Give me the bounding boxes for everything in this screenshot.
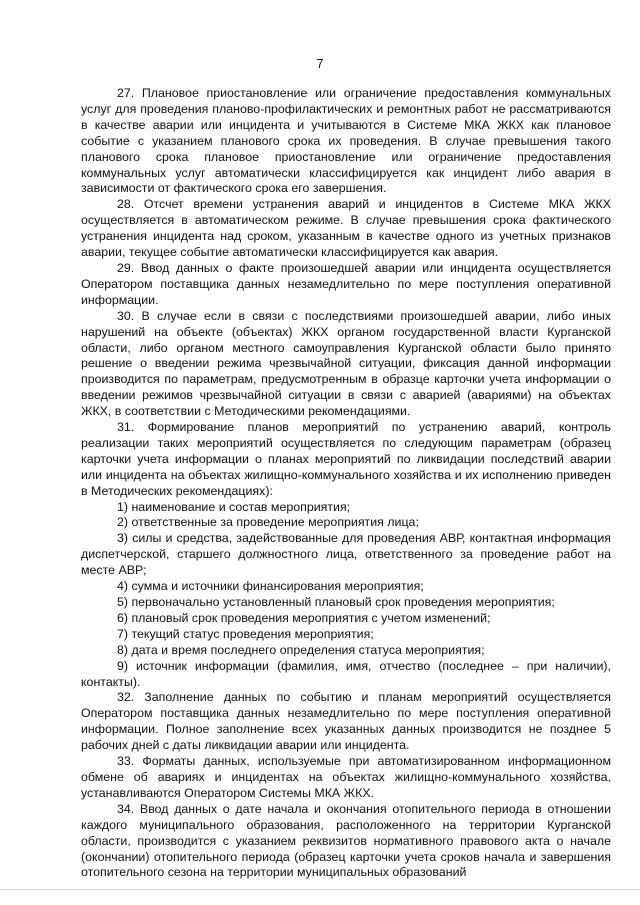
document-body: [81, 86, 611, 881]
list-item: 7) текущий статус проведения мероприятия;: [117, 626, 374, 641]
list-item: 6) плановый срок проведения мероприятия с учетом изменений;: [117, 610, 491, 625]
paragraph-33: 33. Форматы данных, используемые при автоматизированном информационном обмене об авариях и инцидентах на объектах жилищно-коммунального хозяйства, устанавливаются Оператором Системы МКА ЖКХ.: [81, 754, 611, 800]
list-item: 5) первоначально установленный плановый срок проведения мероприятия;: [117, 595, 555, 609]
paragraph-27: 27. Плановое приостановление или ограничение предоставления коммунальных услуг для проведения планово-профилактических и ремонтных работ не рассматриваются в качестве аварии или инцидента и учитываются в Системе МКА ЖКХ как плановое событие с указанием планового срока их проведения. В случае превышения такого планового срока плановое приостановление или ограничение предоставления коммунальных услуг автоматически классифицируется как инцидент либо авария в зависимости от фактического срока его завершения.: [81, 86, 611, 196]
scan-edge-line: [0, 889, 640, 890]
list-item: 4) сумма и источники финансирования мероприятия;: [117, 579, 424, 594]
paragraph-30: 30. В случае если в связи с последствиями произошедшей аварии, либо иных нарушений на объекте (объектах) ЖКХ органом государственной власти Курганской области, либо органом местного самоуправления Курганской области было принято решение о введении режима чрезвычайной ситуации, фиксация данной информации производится по параметрам, предусмотренным в образце карточки учета информации о введении режимов чрезвычайной ситуации в связи с аварией (авариями) на объектах ЖКХ, в соответствии с Методическими рекомендациями.: [81, 308, 611, 419]
list-item: 8) дата и время последнего определения статуса мероприятия;: [117, 642, 485, 657]
list-item: 1) наименование и состав мероприятия;: [117, 499, 351, 514]
paragraph-32: 32. Заполнение данных по событию и планам мероприятий осуществляется Оператором поставщика данных незамедлительно по мере поступления оперативной информации. Полное заполнение всех указанных данных производится не позднее 5 рабочих дней с даты ликвидации аварии или инцидента.: [81, 690, 611, 753]
paragraph-31: 31. Формирование планов мероприятий по устранению аварий, контроль реализации таких мероприятий осуществляется по следующим параметрам (образец карточки учета информации о планах мероприятий по ликвидации последствий аварии или инцидента на объектах жилищно-коммунального хозяйства и их исполнению приведен в Методических рекомендациях):: [81, 420, 611, 498]
paragraph-34: 34. Ввод данных о дате начала и окончания отопительного периода в отношении каждого муниципального образования, расположенного на территории Курганской области, производится с указанием реквизитов нормативного правового акта о начале (окончании) отопительного периода (образец карточки учета сроков начала и завершения отопительного сезона на территории муниципальных образований: [81, 801, 611, 880]
page-number: 7: [316, 57, 324, 71]
list-item: 3) силы и средства, задействованные для проведения АВР, контактная информация диспетчерской, старшего должностного лица, ответственного за проведение работ на месте АВР;: [81, 531, 611, 578]
paragraph-28: 28. Отсчет времени устранения аварий и инцидентов в Системе МКА ЖКХ осуществляется в автоматическом режиме. В случае превышения срока фактического устранения инцидента над сроком, указанным в качестве одного из учетных признаков аварии, текущее событие автоматически классифицируется как авария.: [81, 197, 611, 260]
list-item: 9) источник информации (фамилия, имя, отчество (последнее – при наличии), контакты).: [81, 658, 611, 689]
list-item: 2) ответственные за проведение мероприятия лица;: [117, 515, 419, 530]
paragraph-29: 29. Ввод данных о факте произошедшей аварии или инцидента осуществляется Оператором поставщика данных незамедлительно по мере поступления оперативной информации.: [81, 260, 611, 307]
